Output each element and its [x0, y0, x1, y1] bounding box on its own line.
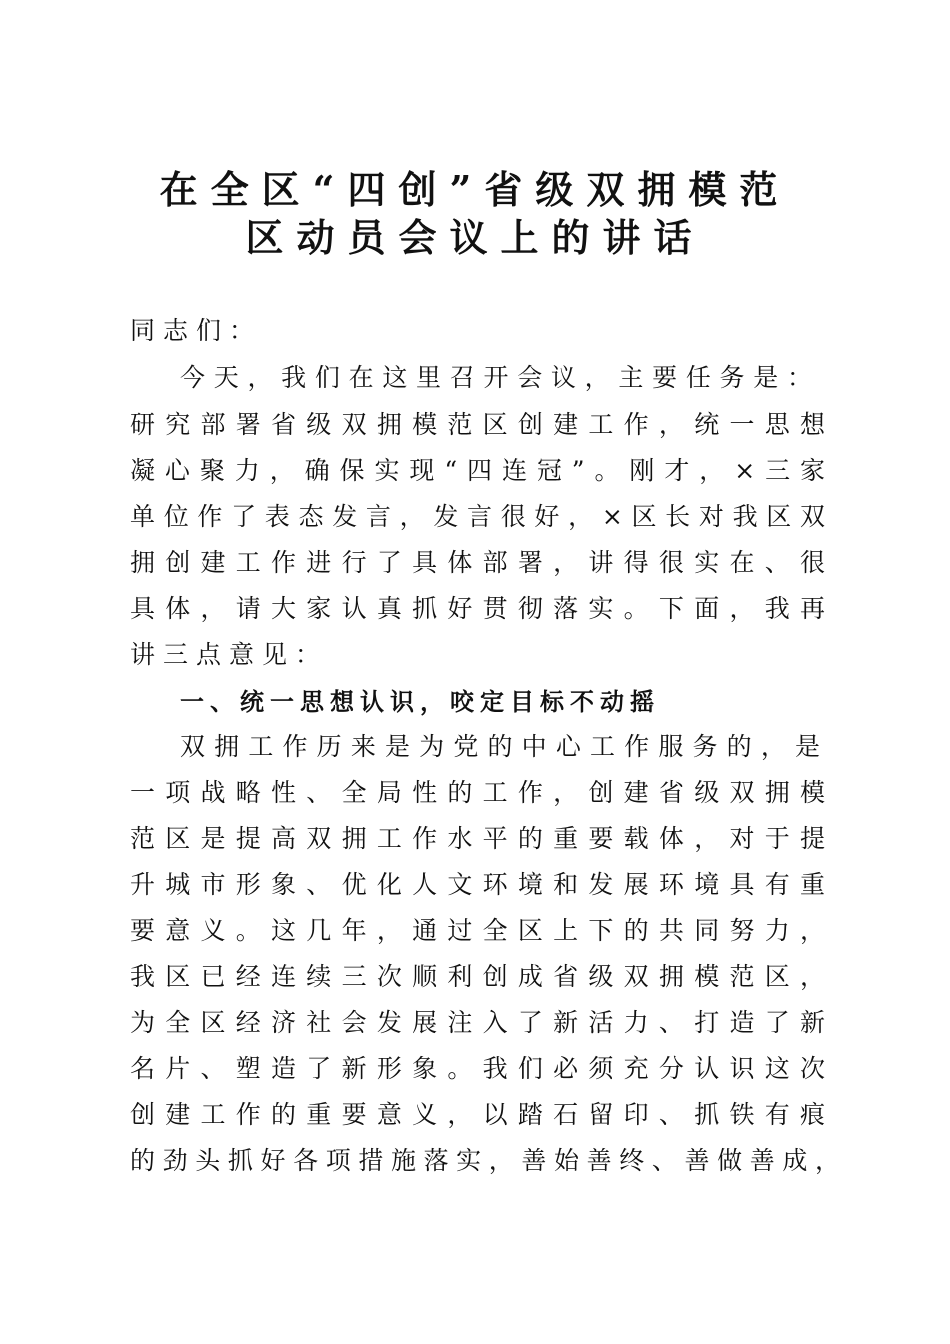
paragraph-line: 名片、塑造了新形象。我们必须充分认识这次 — [130, 1054, 825, 1083]
paragraph-line: 升城市形象、优化人文环境和发展环境具有重 — [130, 870, 825, 899]
section-heading: 一、统一思想认识，咬定目标不动摇 — [180, 688, 660, 716]
paragraph-line: 的劲头抓好各项措施落实，善始善终、善做善成， — [130, 1146, 840, 1175]
paragraph-line: 讲三点意见： — [130, 640, 329, 669]
paragraph-line: 双拥工作历来是为党的中心工作服务的，是 — [180, 732, 820, 761]
salutation: 同志们： — [130, 316, 263, 345]
title-line-2: 区动员会议上的讲话 — [245, 215, 705, 260]
paragraph-line: 具体，请大家认真抓好贯彻落实。下面，我再 — [130, 594, 825, 623]
paragraph-line: 要意义。这几年，通过全区上下的共同努力， — [130, 916, 825, 945]
paragraph-line: 一项战略性、全局性的工作，创建省级双拥模 — [130, 778, 825, 807]
title-line-1: 在全区“四创”省级双拥模范 — [159, 167, 791, 212]
paragraph-line: 凝心聚力，确保实现“四连冠”。刚才，×三家 — [130, 456, 825, 485]
paragraph-line: 研究部署省级双拥模范区创建工作，统一思想 — [130, 410, 825, 439]
paragraph-line: 范区是提高双拥工作水平的重要载体，对于提 — [130, 824, 825, 853]
paragraph-line: 我区已经连续三次顺利创成省级双拥模范区， — [130, 962, 825, 991]
paragraph-line: 拥创建工作进行了具体部署，讲得很实在、很 — [130, 548, 825, 577]
paragraph-line: 为全区经济社会发展注入了新活力、打造了新 — [130, 1008, 825, 1037]
paragraph-line: 单位作了表态发言，发言很好，×区长对我区双 — [130, 502, 825, 531]
paragraph-line: 创建工作的重要意义，以踏石留印、抓铁有痕 — [130, 1100, 825, 1129]
paragraph-line: 今天，我们在这里召开会议，主要任务是： — [180, 363, 812, 392]
